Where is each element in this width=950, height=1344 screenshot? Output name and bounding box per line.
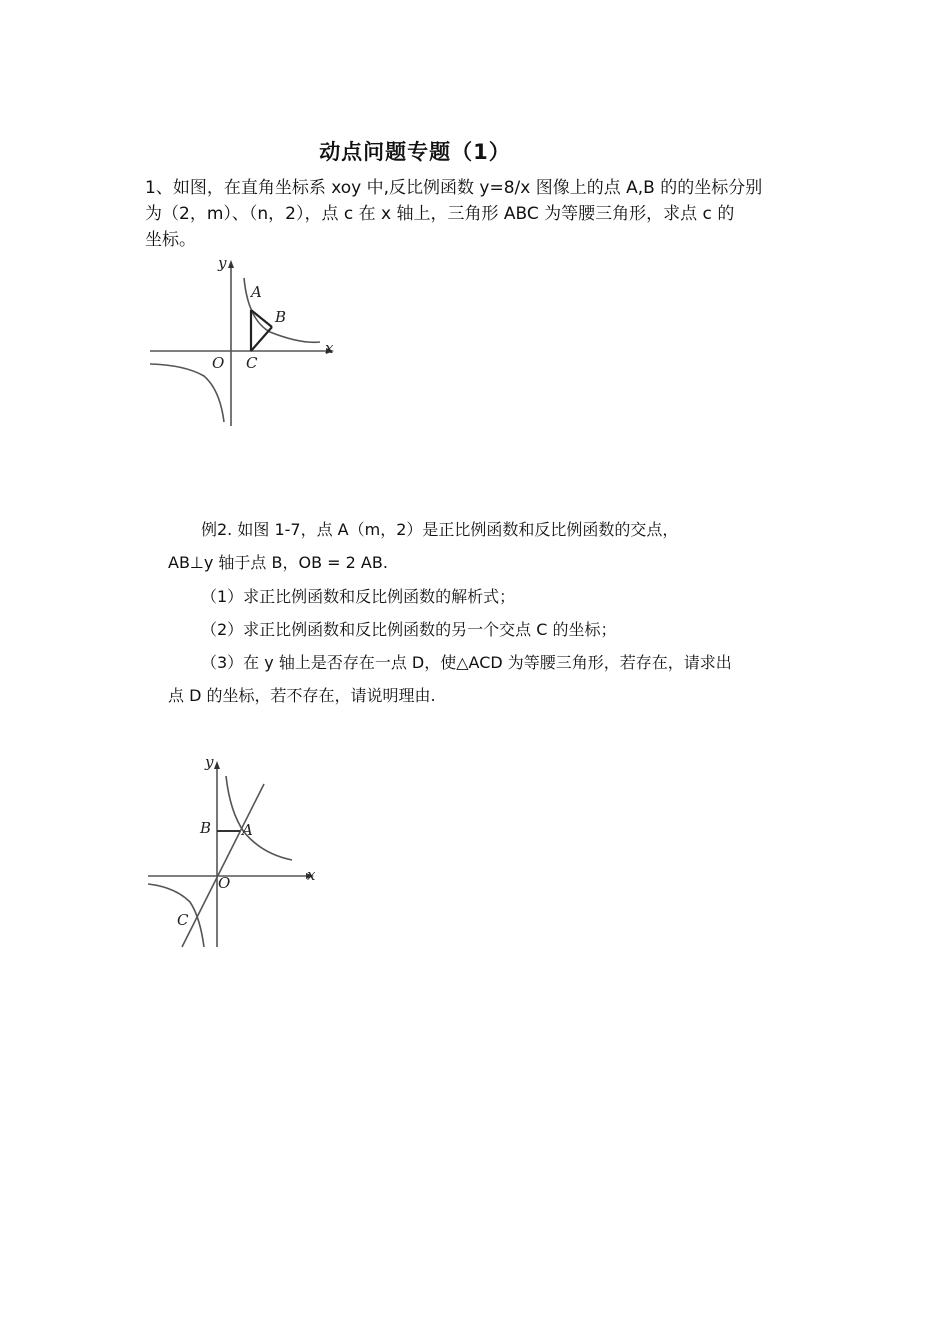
page-title: 动点问题专题（1）	[319, 140, 511, 164]
origin-label: O	[218, 874, 231, 892]
problem-1-text	[145, 175, 807, 253]
point-b-label: B	[275, 308, 287, 326]
hyperbola-branch-2	[148, 884, 204, 947]
point-c-label: C	[246, 354, 258, 372]
example-2-line-1: 例2. 如图 1-7，点 A（m，2）是正比例函数和反比例函数的交点，	[201, 520, 679, 539]
example-2-question-3-cont: 点 D 的坐标，若不存在，请说明理由.	[168, 686, 436, 705]
y-axis-label: y	[205, 753, 214, 771]
example-2-question-3: （3）在 y 轴上是否存在一点 D，使△ACD 为等腰三角形，若存在，请求出	[201, 653, 732, 672]
example-2-question-1: （1）求正比例函数和反比例函数的解析式；	[201, 587, 516, 606]
example-2-line-2: AB⊥y 轴于点 B，OB = 2 AB.	[168, 553, 388, 572]
point-c-label: C	[177, 911, 189, 929]
y-axis-arrow	[214, 761, 220, 769]
example-2-question-2: （2）求正比例函数和反比例函数的另一个交点 C 的坐标；	[201, 620, 617, 639]
origin-label: O	[212, 354, 225, 372]
x-axis-label: x	[325, 339, 334, 357]
example-2-figure	[140, 752, 340, 957]
problem-1-line-2: 为（2，m）、（n，2），点 c 在 x 轴上，三角形 ABC 为等腰三角形，求点 c 的	[145, 204, 735, 224]
hyperbola-branch-2	[150, 364, 224, 422]
problem-1-figure	[140, 250, 350, 435]
x-axis-label: x	[307, 866, 316, 884]
hyperbola-branch-1	[226, 776, 292, 860]
problem-1-line-1: 1、如图，在直角坐标系 xoy 中,反比例函数 y=8/x 图像上的点 A,B 的的坐标分别	[145, 178, 763, 198]
point-a-label: A	[242, 821, 253, 839]
problem-1-line-3: 坐标。	[145, 230, 196, 250]
y-axis-arrow	[228, 260, 234, 268]
proportional-line	[182, 784, 264, 947]
point-b-label: B	[200, 819, 212, 837]
point-a-label: A	[251, 283, 262, 301]
y-axis-label: y	[218, 254, 227, 272]
